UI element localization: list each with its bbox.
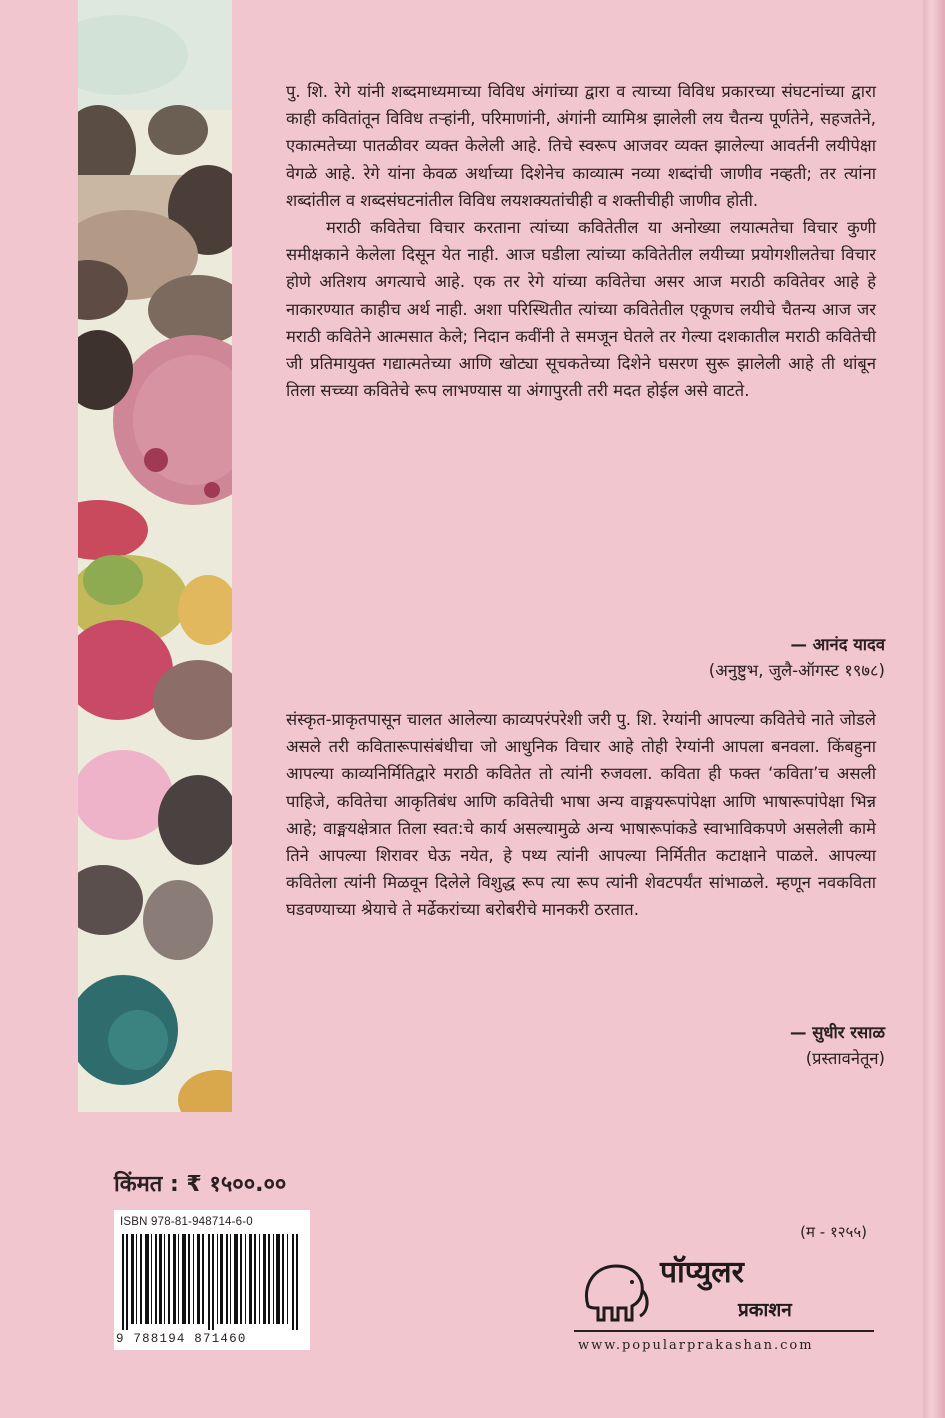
isbn-barcode xyxy=(114,1210,310,1350)
logo-divider xyxy=(574,1330,874,1332)
price-label: किंमत : ₹ १५००.०० xyxy=(114,1172,287,1197)
barcode-bars xyxy=(122,1234,302,1330)
reviewer-name: — सुधीर रसाळ xyxy=(789,1023,885,1042)
review-paragraph: मराठी कवितेचा विचार करताना त्यांच्या कवितेतील या अनोख्या लयात्मतेचा विचार कुणी समीक्षकाने केलेला दिसून येत नाही. आज घडीला त्यांच्या कवितेतील लयीच्या प्रयोगशीलतेचा विचार होणे अतिशय अगत्याचे आहे. एक तर रेगे यांच्या कवितेचा असर आज मराठी कवितेवर आहे हे नाकारण्यात काहीच अर्थ नाही. अशा परिस्थितीत त्यांच्या कवितेतील एकूणच लयीचे चैतन्य आज जर मराठी कवितेने आत्मसात केले; निदान कवींनी ते समजून घेतले तर गेल्या दशकातील मराठी कवितेची जी प्रतिमायुक्त गद्यात्मतेच्या आणि खोट्या सूचकतेच्या दिशेने घसरण सुरू झालेली आहे ती थांबून तिला सच्च्या कवितेचे रूप लाभण्यास या अंगापुरती तरी मदत होईल असे वाटते. xyxy=(286,218,876,401)
barcode-digits: 9 788194 871460 xyxy=(116,1332,247,1346)
reviewer-name: — आनंद यादव xyxy=(790,635,885,654)
isbn-number: ISBN 978-81-948714-6-0 xyxy=(120,1216,253,1228)
review-source: (प्रस्तावनेतून) xyxy=(805,1049,885,1068)
elephant-logo-icon xyxy=(574,1250,654,1328)
watercolor-artwork-strip xyxy=(78,0,232,1112)
review-attribution-2 xyxy=(790,1020,885,1072)
publisher-website: www.popularprakashan.com xyxy=(578,1338,814,1353)
review-paragraph: संस्कृत-प्राकृतपासून चालत आलेल्या काव्यपरंपरेशी जरी पु. शि. रेग्यांनी आपल्या कवितेचे नाते जोडले असले तरी कवितारूपासंबंधीचा जो आधुनिक विचार आहे तोही रेग्यांनी आपला बनवला. किंबहुना आपल्या काव्यनिर्मितिद्वारे मराठी कवितेत तो त्यांनी रुजवला. कविता ही फक्त ‘कविता’च असली पाहिजे, कवितेचा आकृतिबंध आणि कवितेची भाषा अन्य वाङ्मयरूपांपेक्षा आणि भाषारूपांपेक्षा भिन्न आहे; वाङ्मयक्षेत्रात तिला स्वत:चे कार्य असल्यामुळे अन्य भाषारूपांकडे स्वाभाविकपणे असलेली कामे तिने आपल्या शिरावर घेऊ नयेत, हे पथ्य त्यांनी आपल्या निर्मितीत कटाक्षाने पाळले. आपल्या कवितेला त्यांनी मिळवून दिलेले विशुद्ध रूप त्या रूप त्यांनी शेवटपर्यंत सांभाळले. म्हणून नवकविता घडवण्याच्या श्रेयाचे ते मर्ढेकरांच्या बरोबरीचे मानकरी ठरतात. xyxy=(286,710,876,920)
publisher-subtitle: प्रकाशन xyxy=(738,1299,792,1321)
review-paragraph: पु. शि. रेगे यांनी शब्दमाध्यमाच्या विविध अंगांच्या द्वारा व त्याच्या विविध प्रकारच्या संघटनांच्या द्वारा काही कवितांतून विविध तऱ्हांनी, परिमाणांनी, अंगांनी व्यामिश्र झालेली लय चैतन्य पूर्णतेने, सहजतेने, एकात्मतेच्या पातळीवर व्यक्त केलेली आहे. तिचे स्वरूप आजवर व्यक्त झालेल्या आवर्तनी लयीपेक्षा वेगळे आहे. रेगे यांना केवळ अर्थाच्या दिशेनेच काव्यात्म नव्या शब्दांची जाणीव नव्हती; तर त्यांना शब्दांतील व शब्दसंघटनांतील विविध लयशक्यतांचीही व शक्तीचीही जाणीव होती. xyxy=(286,82,876,210)
review-quote-2 xyxy=(286,706,876,924)
review-source: (अनुष्टुभ, जुलै-ऑगस्ट १९७८) xyxy=(708,661,885,680)
catalog-code: (म - १२५५) xyxy=(800,1223,867,1241)
book-edge xyxy=(923,0,945,1418)
review-quote-1 xyxy=(286,78,876,404)
publisher-name: पॉप्युलर xyxy=(660,1255,744,1290)
review-attribution-1 xyxy=(709,632,885,684)
